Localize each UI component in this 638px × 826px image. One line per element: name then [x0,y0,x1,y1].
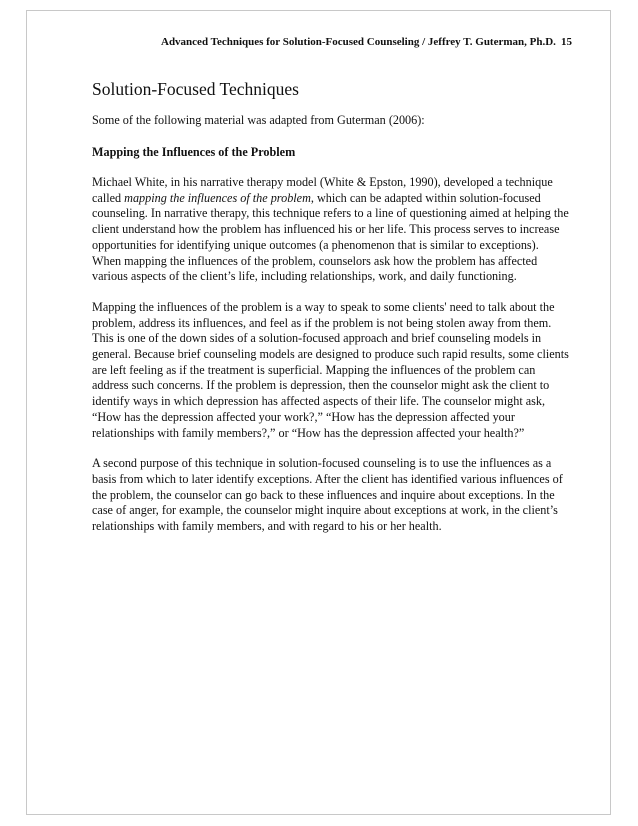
document-body [92,78,570,535]
header-title: Advanced Techniques for Solution-Focused Counseling / Jeffrey T. Guterman, Ph.D. [161,36,556,48]
page-number: 15 [561,36,572,48]
paragraph-3: A second purpose of this technique in solution-focused counseling is to use the influences as a basis from which to later identify exceptions. After the client has identified various influences of the problem, the counselor can go back to these influences and inquire about exceptions. In the case of anger, for example, the counselor might inquire about exceptions at work, in the client’s relationships with family members, and with regard to his or her health. [92,456,563,534]
section-title: Solution-Focused Techniques [92,79,299,99]
paragraph-1-emphasis: mapping the influences of the problem [124,190,311,205]
paragraph-1-start: Michael White, in his narrative therapy model (White & Epston, 1990), developed a technique called [92,175,553,205]
paragraph-2: Mapping the influences of the problem is a way to speak to some clients' need to talk about the problem, address its influences, and feel as if the problem is not being stolen away from them. This is one of the down sides of a solution-focused approach and brief counseling models in general. Because brief counseling models are designed to produce such rapid results, some clients are left feeling as if the treatment is superficial. Mapping the influences of the problem can address such concerns. If the problem is depression, then the counselor might ask the client to identify ways in which depression has affected aspects of their life. The counselor might ask, “How has the depression affected your work?,” “How has the depression affected your relationships with family members?,” or “How has the depression affected your health?” [92,299,569,440]
subheading: Mapping the Influences of the Problem [92,145,296,159]
intro-text: Some of the following material was adapted from Guterman (2006): [92,113,425,127]
paragraph-1-end: , which can be adapted within solution-focused counseling. In narrative therapy, this technique refers to a line of questioning aimed at helping the client understand how the problem has influenced his or her life. This process serves to increase opportunities for identifying unique outcomes (a phenomenon that is similar to exceptions). When mapping the influences of the problem, counselors ask how the problem has affected various aspects of the client’s life, including relationships, work, and daily functioning. [92,190,569,284]
paragraph-1 [92,175,570,285]
